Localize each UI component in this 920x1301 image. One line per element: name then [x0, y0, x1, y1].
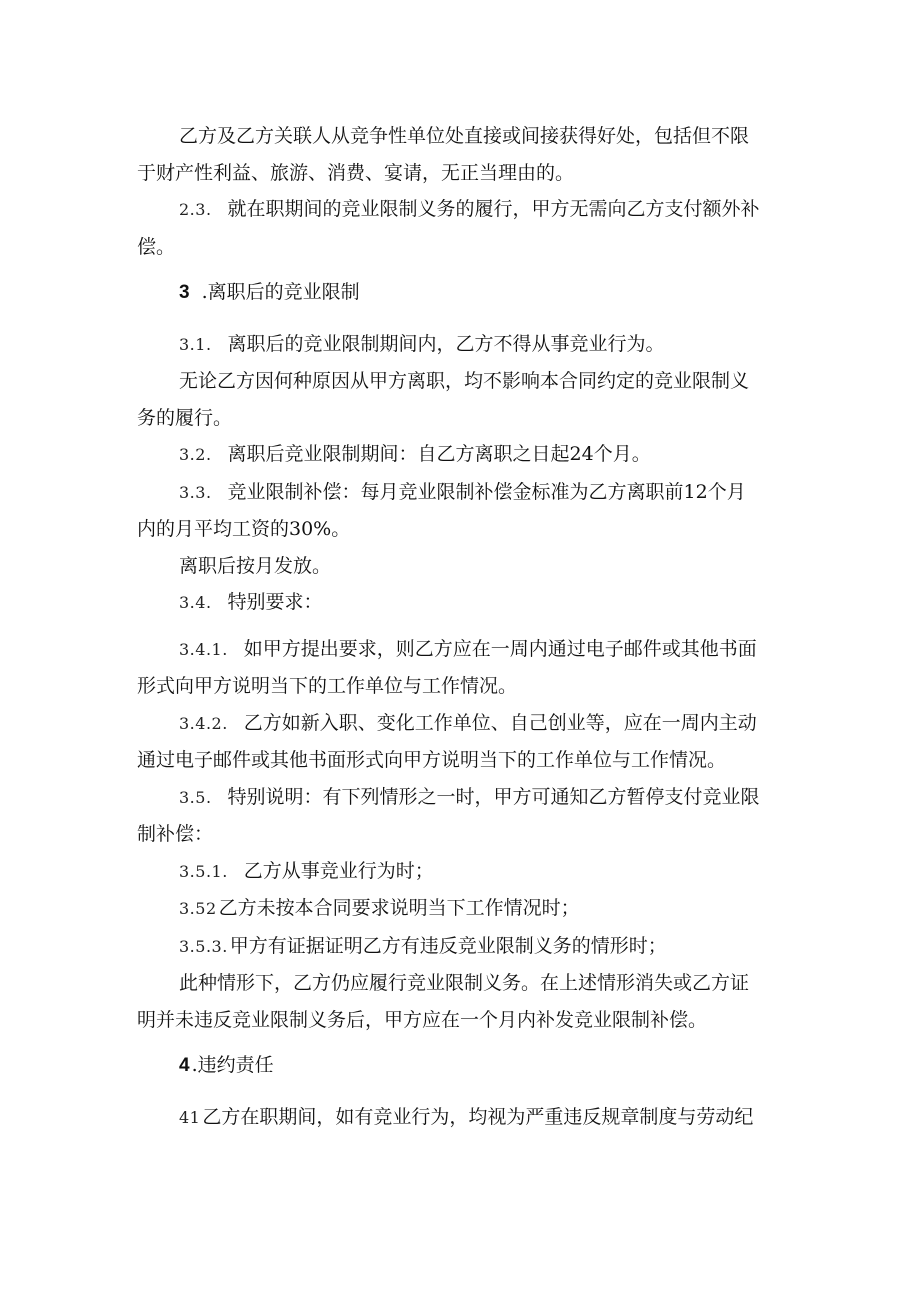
clause-3-4-2-continued: 通过电子邮件或其他书面形式向甲方说明当下的工作单位与工作情况。	[137, 749, 727, 771]
clause-3-3	[137, 474, 800, 512]
paragraph-benefits-line2: 于财产性利益、旅游、消费、宴请，无正当理由的。	[137, 161, 575, 184]
paragraph-in-this-case-line1: 此种情形下，乙方仍应履行竞业限制义务。在上述情形消失或乙方证	[179, 972, 750, 994]
clause-number: 3.52	[179, 899, 217, 918]
clause-3-5-3	[137, 928, 800, 966]
section-title: .离职后的竞业限制	[201, 281, 360, 303]
clause-2-3-continued: 偿。	[137, 235, 176, 258]
paragraph-monthly-payment: 离职后按月发放。	[179, 554, 332, 577]
section-heading-3	[137, 274, 800, 312]
clause-text: 乙方在职期间，如有竞业行为，均视为严重违反规章制度与劳动纪	[202, 1105, 754, 1128]
paragraph-in-this-case-line2: 明并未违反竞业限制义务后，甲方应在一个月内补发竞业限制补偿。	[137, 1008, 708, 1031]
paragraph-any-reason-line1: 无论乙方因何种原因从甲方离职，均不影响本合同约定的竞业限制义	[179, 370, 750, 392]
clause-number: 3.2.	[179, 445, 212, 464]
clause-text: 乙方如新入职、变化工作单位、自己创业等，应在一周内主动	[243, 711, 757, 734]
clause-number: 3.1.	[179, 334, 212, 354]
clause-3-4-1	[137, 631, 800, 669]
clause-text: 特别要求：	[227, 591, 323, 613]
clause-number: 3.5.	[179, 787, 212, 807]
section-title: .违约责任	[191, 1054, 274, 1076]
clause-number: 3.4.	[179, 593, 212, 612]
paragraph-benefits-line1: 乙方及乙方关联人从竞争性单位处直接或间接获得好处，包括但不限	[179, 125, 750, 147]
clause-text: 离职后竞业限制期间：自乙方离职之日起24个月。	[227, 443, 651, 465]
clause-number: 3.5.1.	[179, 861, 228, 881]
section-heading-4	[137, 1047, 800, 1085]
clause-text: 就在职期间的竞业限制义务的履行，甲方无需向乙方支付额外补	[227, 198, 760, 220]
clause-number: 3.5.3.	[179, 936, 228, 956]
clause-text: 竞业限制补偿：每月竞业限制补偿金标准为乙方离职前12个月	[227, 480, 746, 503]
clause-number: 2.3.	[179, 200, 212, 219]
clause-2-3	[137, 191, 800, 229]
clause-3-1	[137, 326, 800, 364]
clause-text: 特别说明：有下列情形之一时，甲方可通知乙方暂停支付竞业限	[227, 785, 760, 808]
clause-text: 乙方未按本合同要求说明当下工作情况时；	[218, 897, 580, 919]
clause-text: 如甲方提出要求，则乙方应在一周内通过电子邮件或其他书面	[243, 637, 757, 660]
clause-number: 3.4.2.	[179, 713, 228, 733]
section-number: 4	[179, 1055, 190, 1076]
clause-3-2	[137, 436, 800, 474]
clause-3-4-1-continued: 形式向甲方说明当下的工作单位与工作情况。	[137, 675, 518, 697]
clause-3-5-2	[137, 890, 800, 928]
section-number: 3	[179, 282, 190, 303]
clause-text: 乙方从事竞业行为时；	[243, 859, 434, 882]
clause-3-5-continued: 制补偿：	[137, 823, 214, 845]
clause-3-4	[137, 584, 800, 622]
clause-number: 3.3.	[179, 482, 212, 502]
clause-3-3-continued: 内的月平均工资的30%。	[137, 518, 351, 540]
clause-3-5-1	[137, 853, 800, 891]
clause-4-1	[137, 1099, 800, 1137]
clause-number: 41	[179, 1107, 201, 1127]
clause-3-5	[137, 779, 800, 817]
clause-text: 离职后的竞业限制期间内，乙方不得从事竞业行为。	[227, 332, 665, 355]
clause-3-4-2	[137, 705, 800, 743]
clause-number: 3.4.1.	[179, 639, 228, 659]
paragraph-any-reason-line2: 务的履行。	[137, 406, 233, 429]
clause-text: 甲方有证据证明乙方有违反竞业限制义务的情形时；	[229, 934, 667, 957]
